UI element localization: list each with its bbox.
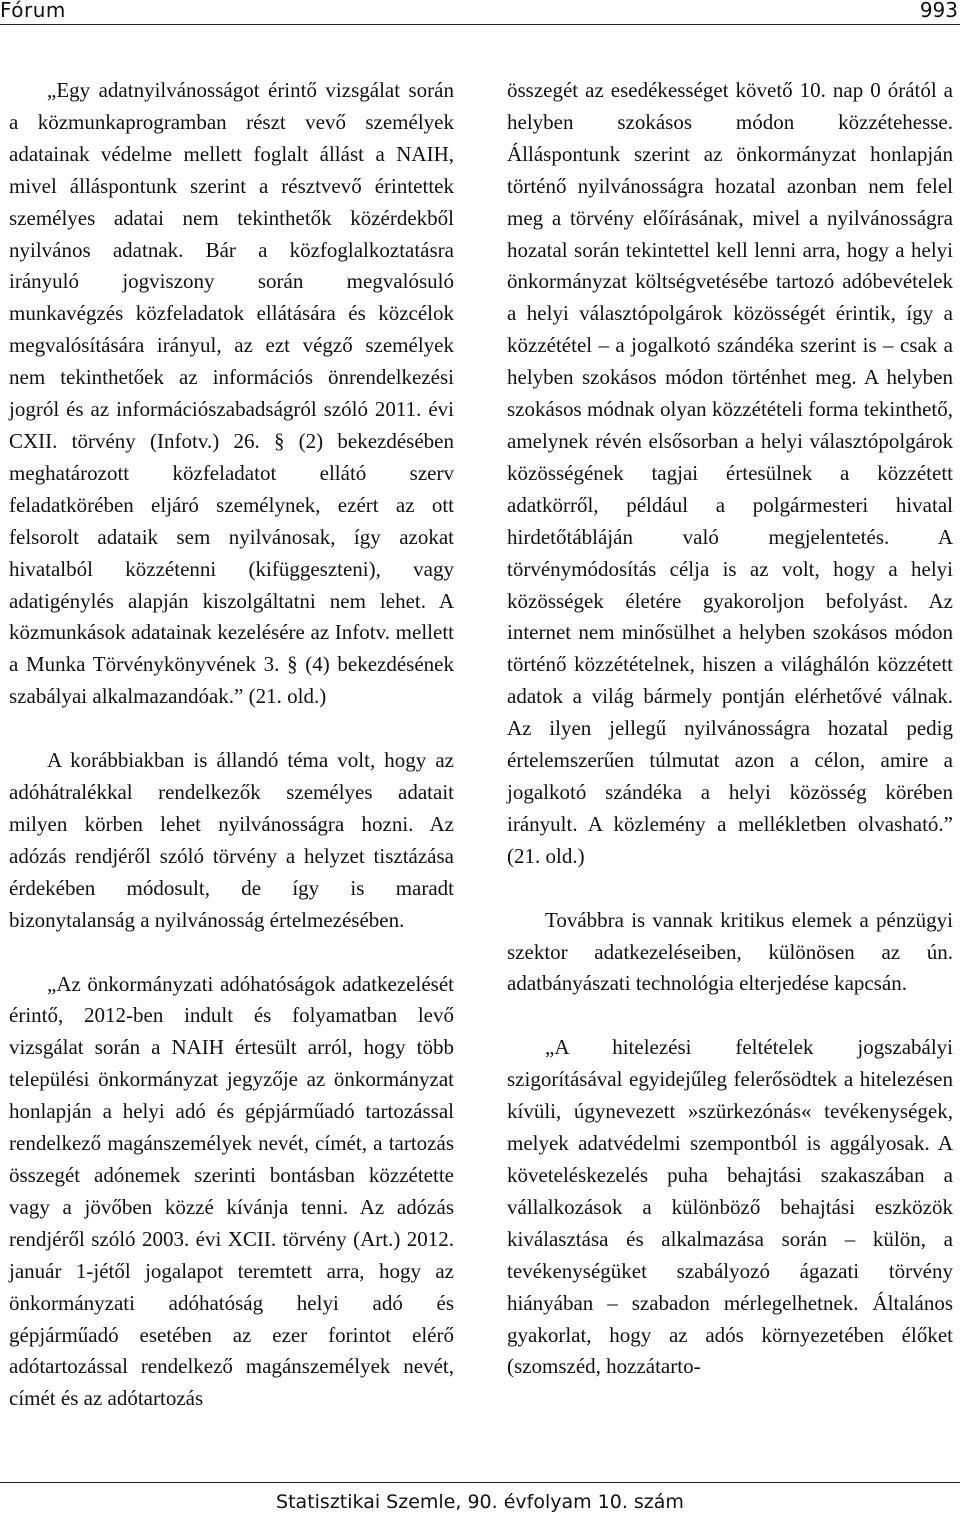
quote-paragraph-public-workers: „Egy adatnyilvánosságot érintő vizsgálat során a közmunkaprogramban részt vevő személyek adatainak védelme mellett foglalt állást a NAIH, mivel álláspontunk szerint a résztvevő érintettek személyes adatai nem tekinthetők közérdekből nyilvános adatnak. Bár a közfoglalkoztatásra irányuló jogviszony során megvalósuló munkavégzés közfeladatok ellátására és közcélok megvalósítására irányul, az ezt végző személyek nem tekinthetőek az információs önrendelkezési jogról és az információszabadságról szóló 2011. évi CXII. törvény (Infotv.) 26. § (2) bekezdésében meghatározott közfeladatot ellátó szerv feladatkörében eljáró személynek, ezért az ott felsorolt adataik sem nyilvánosak, így azokat hivatalból közzétenni (kifüggeszteni), vagy adatigénylés alapján kiszolgáltatni nem lehet. A közmunkások adatainak kezelésére az Infotv. mellett a Munka Törvénykönyvének 3. § (4) bekezdésének szabályai alkalmazandóak.” (21. old.) <box>9 78 454 709</box>
paragraph-tax-arrears: A korábbiakban is állandó téma volt, hogy az adóhátralékkal rendelkezők személyes adatait milyen körben lehet nyilvánosságra hozni. Az adózás rendjéről szóló törvény a helyzet tisztázása érdekében módosult, de így is maradt bizonytalanság a nyilvánosság értelmezésében. <box>9 748 454 932</box>
right-column <box>507 75 953 1383</box>
quote-paragraph-credit: „A hitelezési feltételek jogszabályi szigorításával egyidejűleg felerősödtek a hitelezésen kívüli, úgynevezett »szürkezónás« tevékenységek, melyek adatvédelmi szempontból is aggályosak. A követeléskezelés puha behajtási szakaszában a vállalkozások a különböző behajtási eszközök kiválasztása és alkalmazása során – külön, a tevékenységüket szabályozó ágazati törvény hiányában – szabadon mérlegelhetnek. Általános gyakorlat, hogy az adós környezetében élőket (szomszéd, hozzátarto- <box>507 1035 953 1379</box>
quote-paragraph-municipal-tax: „Az önkormányzati adóhatóságok adatkezelését érintő, 2012-ben indult és folyamatban levő vizsgálat során a NAIH értesült arról, hogy több települési önkormányzat jegyzője az önkormányzat honlapján a helyi adó és gépjárműadó tartozással rendelkező magánszemélyek nevét, címét, a tartozás összegét adónemek szerinti bontásban közzétette vagy a jövőben közzé kívánja tenni. Az adózás rendjéről szóló 2003. évi XCII. törvény (Art.) 2012. január 1-jétől jogalapot teremtett arra, hogy az önkormányzati adóhatóság helyi adó és gépjárműadó esetében az ezer forintot elérő adótartozással rendelkező magánszemélyek nevét, címét és az adótartozás <box>9 971 454 1411</box>
quote-paragraph-continuation: összegét az esedékességet követő 10. nap 0 órától a helyben szokásos módon közzétehesse. Álláspontunk szerint az önkormányzat honlapján történő nyilvánosságra hozatal azonban nem felel meg a törvény előírásának, mivel a nyilvánosságra hozatal során tekintettel kell lenni arra, hogy a helyi önkormányzat költségvetésébe tartozó adóbevételek a helyi választópolgárok közösségét érintik, így a közzététel – a jogalkotó szándéka szerint is – csak a helyben szokásos módon történhet meg. A helyben szokásos módnak olyan közzétételi forma tekinthető, amelynek révén elsősorban a helyi választópolgárok közösségének tagjai értesülnek a közzétett adatkörről, például a polgármesteri hivatal hirdetőtábláján való megjelentetés. A törvénymódosítás célja is az volt, hogy a helyi közösségek életére gyakoroljon befolyást. Az internet nem minősülhet a helyben szokásos módon történő közzétételnek, hiszen a világhálón közzétett adatok a világ bármely pontján elérhetővé válnak. Az ilyen jellegű nyilvánosságra hozatal pedig értelemszerűen túlmutat azon a célon, amire a jogalkotó szándéka a helyi közösség körében irányult. A közlemény a mellékletben olvasható.” (21. old.) <box>507 78 953 868</box>
paragraph-financial-sector: Továbbra is vannak kritikus elemek a pénzügyi szektor adatkezeléseiben, különösen az ún. adatbányászati technológia elterjedése kapcsán. <box>507 907 953 996</box>
header-divider <box>0 24 960 25</box>
page-number: 993 <box>919 0 958 22</box>
footer-divider <box>0 1482 960 1483</box>
section-title: Fórum <box>0 0 66 22</box>
left-column <box>9 75 454 1415</box>
journal-footer: Statisztikai Szemle, 90. évfolyam 10. szám <box>276 1491 684 1513</box>
